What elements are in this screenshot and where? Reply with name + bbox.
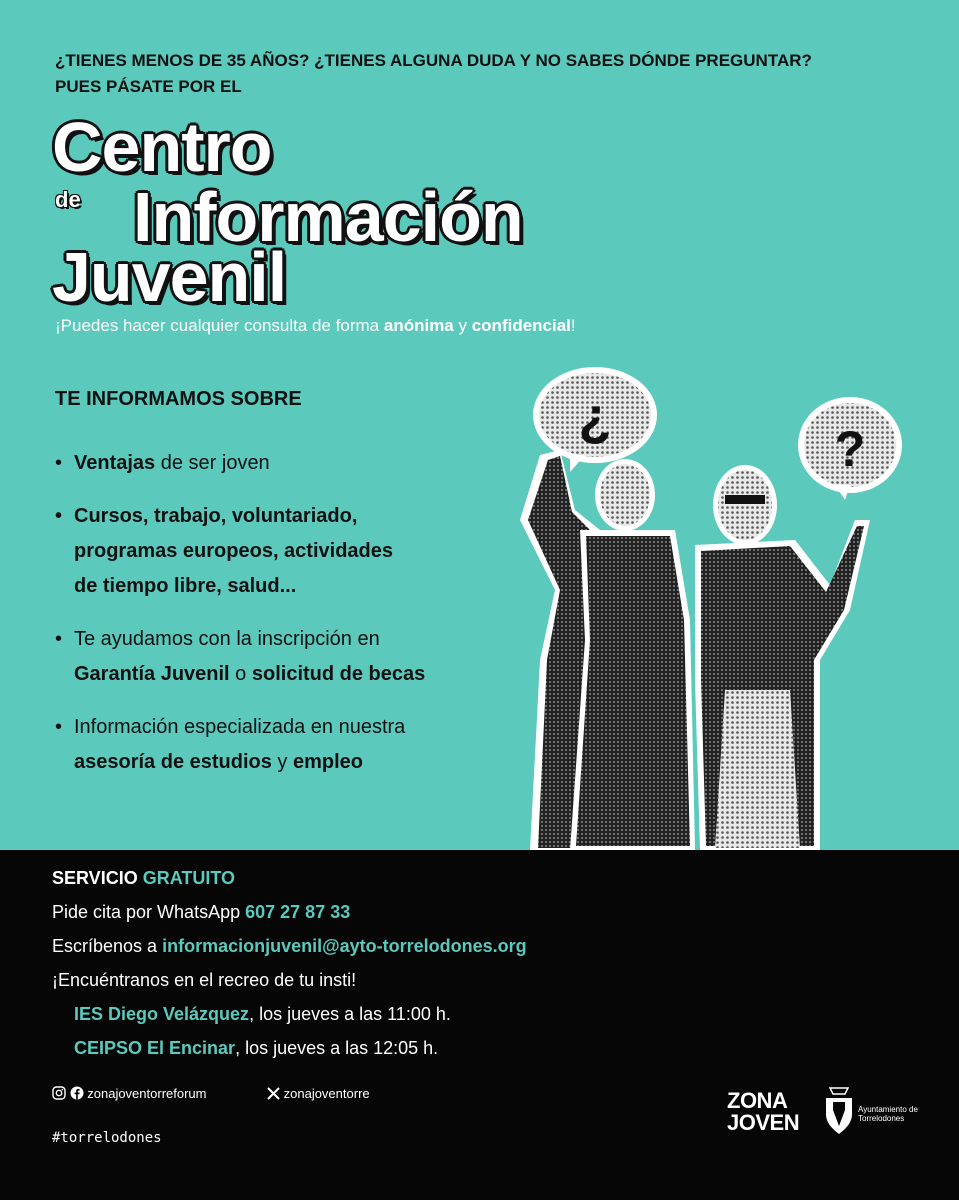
school-2-name: CEIPSO El Encinar <box>74 1038 236 1058</box>
speech-bubble-right <box>798 397 902 500</box>
subtitle-bold-anonymous: anónima <box>383 316 454 335</box>
title-line-2: Información <box>133 178 523 256</box>
bubble-left-mark: ¿ <box>578 387 612 447</box>
bullet-4-line-1: • Información especializada en nuestra <box>74 716 406 738</box>
footer-panel <box>0 850 959 1200</box>
bullet-3-bold-1: Garantía Juvenil <box>74 663 230 685</box>
person-left <box>520 450 695 850</box>
whatsapp-label: Pide cita por WhatsApp <box>52 902 241 922</box>
bullet-2-line-2: programas europeos, actividades <box>74 540 394 562</box>
bullet-4-mid: y <box>271 751 293 773</box>
instagram-facebook-handle: zonajoventorreforum <box>87 1086 207 1101</box>
whatsapp-number[interactable]: 607 27 87 33 <box>245 902 351 922</box>
info-list <box>55 446 545 798</box>
intro-line-1: ¿TIENES MENOS DE 35 AÑOS? ¿TIENES ALGUNA DUDA Y NO SABES DÓNDE PREGUNTAR? <box>55 51 812 70</box>
email-link[interactable]: informacionjuvenil@ayto-torrelodones.org <box>162 936 527 956</box>
list-item <box>55 446 545 481</box>
x-handle: zonajoventorre <box>283 1086 370 1101</box>
section-heading: TE INFORMAMOS SOBRE <box>55 388 302 410</box>
list-item <box>55 499 545 604</box>
x-icon <box>267 1087 280 1100</box>
school-1-name: IES Diego Velázquez <box>74 1004 250 1024</box>
logo-line-1: ZONA <box>727 1088 788 1113</box>
intro-text <box>55 48 915 100</box>
subtitle-bold-confidential: confidencial <box>471 316 571 335</box>
bullet-1-bold: Ventajas <box>74 452 156 474</box>
hashtag: #torrelodones <box>52 1130 162 1146</box>
facebook-icon <box>70 1086 84 1100</box>
bullet-3-mid: o <box>229 663 252 685</box>
intro-line-2: PUES PÁSATE POR EL <box>55 77 242 96</box>
bullet-4-bold-1: asesoría de estudios <box>74 751 272 773</box>
list-item <box>55 710 545 780</box>
ayuntamiento-crest-icon <box>822 1082 856 1138</box>
two-women-illustration <box>500 360 920 850</box>
recreo-line: ¡Encuéntranos en el recreo de tu insti! <box>52 970 357 990</box>
school-2-line <box>74 1036 438 1060</box>
list-item <box>55 622 545 692</box>
subtitle-part-3: ! <box>570 316 576 335</box>
zona-joven-logo <box>727 1090 799 1134</box>
subtitle-part-2: y <box>453 316 472 335</box>
school-1-line <box>74 1002 451 1026</box>
bullet-3-bold-2: solicitud de becas <box>251 663 426 685</box>
service-line <box>52 866 235 890</box>
bullet-2-line-1: • Cursos, trabajo, voluntariado, <box>74 505 358 527</box>
person-right <box>695 465 870 850</box>
subtitle-part-1: ¡Puedes hacer cualquier consulta de forma <box>55 316 384 335</box>
service-free: GRATUITO <box>142 868 236 888</box>
bubble-right-mark: ? <box>834 421 866 477</box>
instagram-icon <box>52 1086 66 1100</box>
title-line-1: Centro <box>52 108 272 186</box>
service-label: SERVICIO <box>52 868 138 888</box>
bullet-2-line-3: de tiempo libre, salud... <box>74 575 297 597</box>
bullet-4-bold-2: empleo <box>293 751 364 773</box>
title-line-3: Juvenil <box>52 238 287 316</box>
title-de: de <box>55 187 81 212</box>
school-2-time: , los jueves a las 12:05 h. <box>235 1038 439 1058</box>
ayuntamiento-text <box>858 1105 918 1123</box>
social-x[interactable] <box>267 1086 370 1101</box>
bullet-3-line-1: • Te ayudamos con la inscripción en <box>74 628 380 650</box>
school-1-time: , los jueves a las 11:00 h. <box>249 1004 451 1024</box>
ayto-line-1: Ayuntamiento de <box>858 1105 918 1114</box>
social-instagram-facebook[interactable] <box>52 1086 206 1101</box>
email-label: Escríbenos a <box>52 936 158 956</box>
email-line <box>52 934 527 958</box>
logo-line-2: JOVEN <box>727 1110 800 1135</box>
subtitle <box>55 316 576 336</box>
whatsapp-line <box>52 900 350 924</box>
bullet-1-rest: de ser joven <box>155 452 270 474</box>
ayto-line-2: Torrelodones <box>858 1114 905 1123</box>
